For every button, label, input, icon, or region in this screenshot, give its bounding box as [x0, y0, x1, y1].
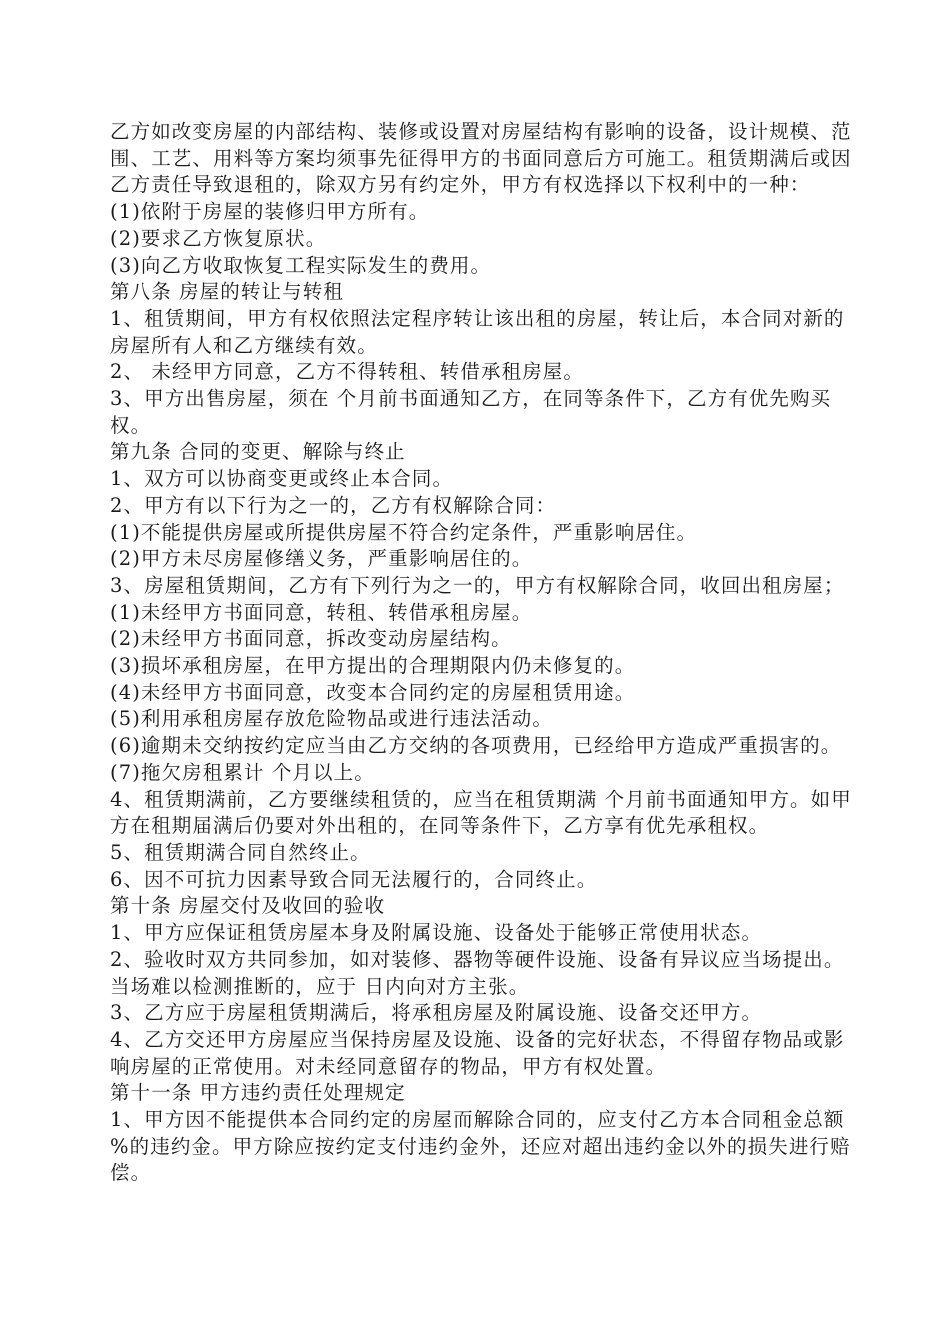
section-heading-article-9: 第九条 合同的变更、解除与终止 [110, 440, 406, 464]
list-item: (3)损坏承租房屋，在甲方提出的合理期限内仍未修复的。 [110, 654, 636, 678]
list-item: (1)依附于房屋的装修归甲方所有。 [110, 200, 430, 224]
list-item: (7)拖欠房租累计 个月以上。 [110, 760, 375, 784]
clause: 2、验收时双方共同参加，如对装修、器物等硬件设施、设备有异议应当场提出。当场难以检测推断的，应于 日内向对方主张。 [110, 947, 845, 998]
clause: 2、甲方有以下行为之一的，乙方有权解除合同： [110, 493, 557, 517]
clause: %的违约金。甲方除应按约定支付违约金外，还应对超出违约金以外的损失进行赔偿。 [110, 1134, 851, 1185]
list-item: (5)利用承租房屋存放危险物品或进行违法活动。 [110, 707, 553, 731]
list-item: (4)未经甲方书面同意，改变本合同约定的房屋租赁用途。 [110, 680, 636, 704]
clause: 3、房屋租赁期间，乙方有下列行为之一的，甲方有权解除合同，收回出租房屋； [110, 573, 845, 597]
paragraph-renovation: 乙方如改变房屋的内部结构、装修或设置对房屋结构有影响的设备，设计规模、范围、工艺、用料等方案均须事先征得甲方的书面同意后方可施工。租赁期满后或因乙方责任导致退租的，除双方另有约定外，甲方有权选择以下权利中的一种： [110, 120, 852, 197]
list-item: (3)向乙方收取恢复工程实际发生的费用。 [110, 253, 492, 277]
list-item: (1)未经甲方书面同意，转租、转借承租房屋。 [110, 600, 533, 624]
clause: 3、甲方出售房屋，须在 个月前书面通知乙方，在同等条件下，乙方有优先购买权。 [110, 387, 832, 437]
section-heading-article-11: 第十一条 甲方违约责任处理规定 [110, 1081, 406, 1105]
section-heading-article-10: 第十条 房屋交付及收回的验收 [110, 894, 386, 918]
clause: 4、乙方交还甲方房屋应当保持房屋及设施、设备的完好状态，不得留存物品或影响房屋的正常使用。对未经同意留存的物品，甲方有权处置。 [110, 1027, 845, 1078]
list-item: (1)不能提供房屋或所提供房屋不符合约定条件，严重影响居住。 [110, 520, 698, 544]
clause: 1、租赁期间，甲方有权依照法定程序转让该出租的房屋，转让后，本合同对新的房屋所有人和乙方继续有效。 [110, 306, 845, 357]
clause: 3、乙方应于房屋租赁期满后，将承租房屋及附属设施、设备交还甲方。 [110, 1001, 763, 1025]
section-heading-article-8: 第八条 房屋的转让与转租 [110, 280, 344, 304]
clause: 1、双方可以协商变更或终止本合同。 [110, 467, 454, 491]
list-item: (2)要求乙方恢复原状。 [110, 226, 327, 250]
clause: 2、 未经甲方同意，乙方不得转租、转借承租房屋。 [110, 360, 585, 384]
document-body [110, 119, 858, 1187]
clause: 6、因不可抗力因素导致合同无法履行的，合同终止。 [110, 867, 598, 891]
clause: 5、租赁期满合同自然终止。 [110, 840, 371, 864]
list-item: (2)未经甲方书面同意，拆改变动房屋结构。 [110, 627, 512, 651]
list-item: (6)逾期未交纳按约定应当由乙方交纳的各项费用，已经给甲方造成严重损害的。 [110, 734, 842, 758]
clause: 1、甲方因不能提供本合同约定的房屋而解除合同的，应支付乙方本合同租金总额 [110, 1108, 845, 1132]
clause: 1、甲方应保证租赁房屋本身及附属设施、设备处于能够正常使用状态。 [110, 921, 763, 945]
clause: 4、租赁期满前，乙方要继续租赁的，应当在租赁期满 个月前书面通知甲方。如甲方在租期届满后仍要对外出租的，在同等条件下，乙方享有优先承租权。 [110, 787, 852, 838]
list-item: (2)甲方未尽房屋修缮义务，严重影响居住的。 [110, 547, 533, 571]
